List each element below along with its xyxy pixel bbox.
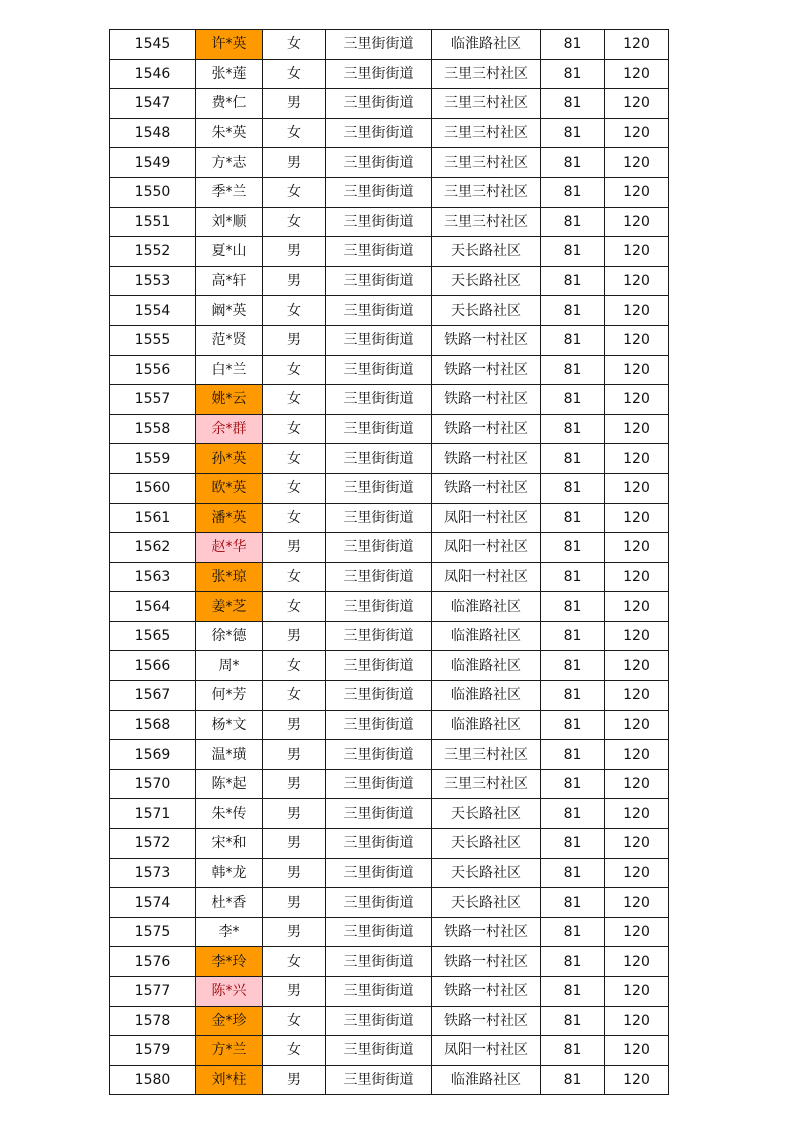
street-cell: 三里街街道 bbox=[326, 385, 432, 415]
table-row bbox=[110, 444, 669, 474]
age-cell: 81 bbox=[541, 858, 605, 888]
row-id-cell: 1559 bbox=[110, 444, 196, 474]
row-id-cell: 1547 bbox=[110, 89, 196, 119]
amount-cell: 120 bbox=[605, 118, 669, 148]
row-id-cell: 1556 bbox=[110, 355, 196, 385]
street-cell: 三里街街道 bbox=[326, 1006, 432, 1036]
amount-cell: 120 bbox=[605, 30, 669, 60]
amount-cell: 120 bbox=[605, 769, 669, 799]
gender-cell: 男 bbox=[263, 266, 326, 296]
community-cell: 天长路社区 bbox=[432, 829, 541, 859]
gender-cell: 女 bbox=[263, 1006, 326, 1036]
street-cell: 三里街街道 bbox=[326, 977, 432, 1007]
age-cell: 81 bbox=[541, 148, 605, 178]
gender-cell: 女 bbox=[263, 592, 326, 622]
street-cell: 三里街街道 bbox=[326, 592, 432, 622]
age-cell: 81 bbox=[541, 473, 605, 503]
age-cell: 81 bbox=[541, 621, 605, 651]
street-cell: 三里街街道 bbox=[326, 1065, 432, 1095]
street-cell: 三里街街道 bbox=[326, 799, 432, 829]
street-cell: 三里街街道 bbox=[326, 562, 432, 592]
row-id-cell: 1580 bbox=[110, 1065, 196, 1095]
community-cell: 三里三村社区 bbox=[432, 740, 541, 770]
gender-cell: 男 bbox=[263, 829, 326, 859]
gender-cell: 男 bbox=[263, 1065, 326, 1095]
community-cell: 天长路社区 bbox=[432, 237, 541, 267]
table-row bbox=[110, 621, 669, 651]
street-cell: 三里街街道 bbox=[326, 30, 432, 60]
name-cell: 姜*芝 bbox=[196, 592, 263, 622]
street-cell: 三里街街道 bbox=[326, 533, 432, 563]
amount-cell: 120 bbox=[605, 681, 669, 711]
roster-sheet bbox=[109, 29, 669, 1095]
amount-cell: 120 bbox=[605, 414, 669, 444]
table-row bbox=[110, 947, 669, 977]
gender-cell: 男 bbox=[263, 799, 326, 829]
name-cell: 欧*英 bbox=[196, 473, 263, 503]
roster-body bbox=[110, 30, 669, 1095]
table-row bbox=[110, 89, 669, 119]
community-cell: 临淮路社区 bbox=[432, 681, 541, 711]
table-row bbox=[110, 177, 669, 207]
gender-cell: 女 bbox=[263, 947, 326, 977]
age-cell: 81 bbox=[541, 681, 605, 711]
gender-cell: 女 bbox=[263, 59, 326, 89]
name-cell: 张*莲 bbox=[196, 59, 263, 89]
street-cell: 三里街街道 bbox=[326, 118, 432, 148]
name-cell: 徐*德 bbox=[196, 621, 263, 651]
table-row bbox=[110, 266, 669, 296]
community-cell: 铁路一村社区 bbox=[432, 977, 541, 1007]
roster-table bbox=[109, 29, 669, 1095]
street-cell: 三里街街道 bbox=[326, 681, 432, 711]
amount-cell: 120 bbox=[605, 473, 669, 503]
table-row bbox=[110, 385, 669, 415]
street-cell: 三里街街道 bbox=[326, 177, 432, 207]
row-id-cell: 1577 bbox=[110, 977, 196, 1007]
gender-cell: 男 bbox=[263, 888, 326, 918]
community-cell: 铁路一村社区 bbox=[432, 325, 541, 355]
gender-cell: 女 bbox=[263, 562, 326, 592]
name-cell: 宋*和 bbox=[196, 829, 263, 859]
table-row bbox=[110, 562, 669, 592]
age-cell: 81 bbox=[541, 651, 605, 681]
community-cell: 天长路社区 bbox=[432, 858, 541, 888]
row-id-cell: 1545 bbox=[110, 30, 196, 60]
amount-cell: 120 bbox=[605, 1065, 669, 1095]
street-cell: 三里街街道 bbox=[326, 947, 432, 977]
gender-cell: 男 bbox=[263, 769, 326, 799]
name-cell: 李*玲 bbox=[196, 947, 263, 977]
community-cell: 凤阳一村社区 bbox=[432, 1036, 541, 1066]
community-cell: 凤阳一村社区 bbox=[432, 503, 541, 533]
table-row bbox=[110, 799, 669, 829]
table-row bbox=[110, 473, 669, 503]
community-cell: 三里三村社区 bbox=[432, 177, 541, 207]
amount-cell: 120 bbox=[605, 296, 669, 326]
community-cell: 临淮路社区 bbox=[432, 710, 541, 740]
age-cell: 81 bbox=[541, 977, 605, 1007]
row-id-cell: 1575 bbox=[110, 917, 196, 947]
table-row bbox=[110, 977, 669, 1007]
row-id-cell: 1561 bbox=[110, 503, 196, 533]
age-cell: 81 bbox=[541, 799, 605, 829]
row-id-cell: 1553 bbox=[110, 266, 196, 296]
row-id-cell: 1554 bbox=[110, 296, 196, 326]
age-cell: 81 bbox=[541, 355, 605, 385]
street-cell: 三里街街道 bbox=[326, 89, 432, 119]
community-cell: 铁路一村社区 bbox=[432, 917, 541, 947]
row-id-cell: 1565 bbox=[110, 621, 196, 651]
age-cell: 81 bbox=[541, 888, 605, 918]
street-cell: 三里街街道 bbox=[326, 266, 432, 296]
age-cell: 81 bbox=[541, 947, 605, 977]
street-cell: 三里街街道 bbox=[326, 1036, 432, 1066]
community-cell: 铁路一村社区 bbox=[432, 473, 541, 503]
age-cell: 81 bbox=[541, 1006, 605, 1036]
table-row bbox=[110, 533, 669, 563]
street-cell: 三里街街道 bbox=[326, 325, 432, 355]
name-cell: 杜*香 bbox=[196, 888, 263, 918]
gender-cell: 男 bbox=[263, 621, 326, 651]
amount-cell: 120 bbox=[605, 562, 669, 592]
age-cell: 81 bbox=[541, 118, 605, 148]
amount-cell: 120 bbox=[605, 710, 669, 740]
name-cell: 潘*英 bbox=[196, 503, 263, 533]
row-id-cell: 1558 bbox=[110, 414, 196, 444]
row-id-cell: 1569 bbox=[110, 740, 196, 770]
community-cell: 铁路一村社区 bbox=[432, 385, 541, 415]
row-id-cell: 1573 bbox=[110, 858, 196, 888]
table-row bbox=[110, 355, 669, 385]
age-cell: 81 bbox=[541, 325, 605, 355]
amount-cell: 120 bbox=[605, 977, 669, 1007]
street-cell: 三里街街道 bbox=[326, 414, 432, 444]
name-cell: 刘*柱 bbox=[196, 1065, 263, 1095]
amount-cell: 120 bbox=[605, 740, 669, 770]
name-cell: 周* bbox=[196, 651, 263, 681]
table-row bbox=[110, 118, 669, 148]
row-id-cell: 1570 bbox=[110, 769, 196, 799]
gender-cell: 女 bbox=[263, 473, 326, 503]
table-row bbox=[110, 681, 669, 711]
row-id-cell: 1551 bbox=[110, 207, 196, 237]
name-cell: 李* bbox=[196, 917, 263, 947]
community-cell: 天长路社区 bbox=[432, 799, 541, 829]
row-id-cell: 1578 bbox=[110, 1006, 196, 1036]
name-cell: 温*璜 bbox=[196, 740, 263, 770]
gender-cell: 女 bbox=[263, 681, 326, 711]
age-cell: 81 bbox=[541, 829, 605, 859]
amount-cell: 120 bbox=[605, 385, 669, 415]
age-cell: 81 bbox=[541, 237, 605, 267]
community-cell: 天长路社区 bbox=[432, 266, 541, 296]
age-cell: 81 bbox=[541, 414, 605, 444]
table-row bbox=[110, 296, 669, 326]
name-cell: 韩*龙 bbox=[196, 858, 263, 888]
street-cell: 三里街街道 bbox=[326, 473, 432, 503]
street-cell: 三里街街道 bbox=[326, 769, 432, 799]
row-id-cell: 1548 bbox=[110, 118, 196, 148]
amount-cell: 120 bbox=[605, 858, 669, 888]
age-cell: 81 bbox=[541, 89, 605, 119]
table-row bbox=[110, 888, 669, 918]
age-cell: 81 bbox=[541, 444, 605, 474]
street-cell: 三里街街道 bbox=[326, 355, 432, 385]
table-row bbox=[110, 414, 669, 444]
table-row bbox=[110, 325, 669, 355]
community-cell: 铁路一村社区 bbox=[432, 1006, 541, 1036]
row-id-cell: 1566 bbox=[110, 651, 196, 681]
street-cell: 三里街街道 bbox=[326, 621, 432, 651]
table-row bbox=[110, 1036, 669, 1066]
amount-cell: 120 bbox=[605, 1006, 669, 1036]
gender-cell: 女 bbox=[263, 118, 326, 148]
name-cell: 朱*传 bbox=[196, 799, 263, 829]
name-cell: 许*英 bbox=[196, 30, 263, 60]
name-cell: 姚*云 bbox=[196, 385, 263, 415]
name-cell: 余*群 bbox=[196, 414, 263, 444]
gender-cell: 男 bbox=[263, 710, 326, 740]
community-cell: 三里三村社区 bbox=[432, 769, 541, 799]
table-row bbox=[110, 829, 669, 859]
age-cell: 81 bbox=[541, 562, 605, 592]
age-cell: 81 bbox=[541, 503, 605, 533]
row-id-cell: 1568 bbox=[110, 710, 196, 740]
community-cell: 三里三村社区 bbox=[432, 118, 541, 148]
community-cell: 铁路一村社区 bbox=[432, 947, 541, 977]
table-row bbox=[110, 710, 669, 740]
street-cell: 三里街街道 bbox=[326, 651, 432, 681]
gender-cell: 男 bbox=[263, 977, 326, 1007]
community-cell: 铁路一村社区 bbox=[432, 444, 541, 474]
community-cell: 临淮路社区 bbox=[432, 30, 541, 60]
table-row bbox=[110, 59, 669, 89]
gender-cell: 男 bbox=[263, 740, 326, 770]
table-row bbox=[110, 207, 669, 237]
gender-cell: 女 bbox=[263, 207, 326, 237]
row-id-cell: 1563 bbox=[110, 562, 196, 592]
row-id-cell: 1576 bbox=[110, 947, 196, 977]
gender-cell: 男 bbox=[263, 148, 326, 178]
age-cell: 81 bbox=[541, 177, 605, 207]
amount-cell: 120 bbox=[605, 621, 669, 651]
age-cell: 81 bbox=[541, 296, 605, 326]
gender-cell: 男 bbox=[263, 917, 326, 947]
community-cell: 三里三村社区 bbox=[432, 207, 541, 237]
age-cell: 81 bbox=[541, 740, 605, 770]
street-cell: 三里街街道 bbox=[326, 888, 432, 918]
gender-cell: 女 bbox=[263, 1036, 326, 1066]
gender-cell: 女 bbox=[263, 503, 326, 533]
table-row bbox=[110, 651, 669, 681]
name-cell: 陈*兴 bbox=[196, 977, 263, 1007]
amount-cell: 120 bbox=[605, 148, 669, 178]
row-id-cell: 1571 bbox=[110, 799, 196, 829]
gender-cell: 女 bbox=[263, 355, 326, 385]
row-id-cell: 1579 bbox=[110, 1036, 196, 1066]
amount-cell: 120 bbox=[605, 917, 669, 947]
community-cell: 三里三村社区 bbox=[432, 148, 541, 178]
age-cell: 81 bbox=[541, 266, 605, 296]
age-cell: 81 bbox=[541, 30, 605, 60]
name-cell: 季*兰 bbox=[196, 177, 263, 207]
amount-cell: 120 bbox=[605, 533, 669, 563]
street-cell: 三里街街道 bbox=[326, 59, 432, 89]
community-cell: 临淮路社区 bbox=[432, 592, 541, 622]
table-row bbox=[110, 1006, 669, 1036]
amount-cell: 120 bbox=[605, 888, 669, 918]
name-cell: 何*芳 bbox=[196, 681, 263, 711]
community-cell: 天长路社区 bbox=[432, 888, 541, 918]
name-cell: 范*贤 bbox=[196, 325, 263, 355]
street-cell: 三里街街道 bbox=[326, 829, 432, 859]
row-id-cell: 1546 bbox=[110, 59, 196, 89]
name-cell: 杨*文 bbox=[196, 710, 263, 740]
gender-cell: 男 bbox=[263, 858, 326, 888]
age-cell: 81 bbox=[541, 917, 605, 947]
amount-cell: 120 bbox=[605, 59, 669, 89]
street-cell: 三里街街道 bbox=[326, 917, 432, 947]
age-cell: 81 bbox=[541, 59, 605, 89]
age-cell: 81 bbox=[541, 710, 605, 740]
age-cell: 81 bbox=[541, 1036, 605, 1066]
row-id-cell: 1549 bbox=[110, 148, 196, 178]
name-cell: 方*志 bbox=[196, 148, 263, 178]
age-cell: 81 bbox=[541, 769, 605, 799]
age-cell: 81 bbox=[541, 592, 605, 622]
gender-cell: 女 bbox=[263, 651, 326, 681]
name-cell: 夏*山 bbox=[196, 237, 263, 267]
amount-cell: 120 bbox=[605, 266, 669, 296]
gender-cell: 女 bbox=[263, 296, 326, 326]
amount-cell: 120 bbox=[605, 355, 669, 385]
table-row bbox=[110, 740, 669, 770]
street-cell: 三里街街道 bbox=[326, 296, 432, 326]
table-row bbox=[110, 592, 669, 622]
table-row bbox=[110, 30, 669, 60]
community-cell: 天长路社区 bbox=[432, 296, 541, 326]
row-id-cell: 1552 bbox=[110, 237, 196, 267]
amount-cell: 120 bbox=[605, 829, 669, 859]
name-cell: 陈*起 bbox=[196, 769, 263, 799]
name-cell: 阚*英 bbox=[196, 296, 263, 326]
community-cell: 凤阳一村社区 bbox=[432, 562, 541, 592]
name-cell: 赵*华 bbox=[196, 533, 263, 563]
community-cell: 临淮路社区 bbox=[432, 651, 541, 681]
gender-cell: 女 bbox=[263, 385, 326, 415]
amount-cell: 120 bbox=[605, 177, 669, 207]
table-row bbox=[110, 769, 669, 799]
name-cell: 方*兰 bbox=[196, 1036, 263, 1066]
amount-cell: 120 bbox=[605, 592, 669, 622]
row-id-cell: 1562 bbox=[110, 533, 196, 563]
name-cell: 金*珍 bbox=[196, 1006, 263, 1036]
name-cell: 张*琼 bbox=[196, 562, 263, 592]
amount-cell: 120 bbox=[605, 799, 669, 829]
amount-cell: 120 bbox=[605, 503, 669, 533]
street-cell: 三里街街道 bbox=[326, 237, 432, 267]
gender-cell: 女 bbox=[263, 177, 326, 207]
name-cell: 朱*英 bbox=[196, 118, 263, 148]
street-cell: 三里街街道 bbox=[326, 444, 432, 474]
row-id-cell: 1564 bbox=[110, 592, 196, 622]
table-row bbox=[110, 858, 669, 888]
community-cell: 凤阳一村社区 bbox=[432, 533, 541, 563]
amount-cell: 120 bbox=[605, 1036, 669, 1066]
name-cell: 白*兰 bbox=[196, 355, 263, 385]
age-cell: 81 bbox=[541, 1065, 605, 1095]
street-cell: 三里街街道 bbox=[326, 710, 432, 740]
community-cell: 三里三村社区 bbox=[432, 89, 541, 119]
age-cell: 81 bbox=[541, 207, 605, 237]
table-row bbox=[110, 503, 669, 533]
name-cell: 费*仁 bbox=[196, 89, 263, 119]
amount-cell: 120 bbox=[605, 237, 669, 267]
row-id-cell: 1555 bbox=[110, 325, 196, 355]
row-id-cell: 1572 bbox=[110, 829, 196, 859]
community-cell: 临淮路社区 bbox=[432, 621, 541, 651]
gender-cell: 男 bbox=[263, 325, 326, 355]
name-cell: 孙*英 bbox=[196, 444, 263, 474]
street-cell: 三里街街道 bbox=[326, 148, 432, 178]
gender-cell: 男 bbox=[263, 237, 326, 267]
row-id-cell: 1557 bbox=[110, 385, 196, 415]
row-id-cell: 1574 bbox=[110, 888, 196, 918]
gender-cell: 男 bbox=[263, 533, 326, 563]
table-row bbox=[110, 1065, 669, 1095]
gender-cell: 女 bbox=[263, 30, 326, 60]
table-row bbox=[110, 148, 669, 178]
community-cell: 临淮路社区 bbox=[432, 1065, 541, 1095]
street-cell: 三里街街道 bbox=[326, 207, 432, 237]
row-id-cell: 1560 bbox=[110, 473, 196, 503]
table-row bbox=[110, 237, 669, 267]
amount-cell: 120 bbox=[605, 444, 669, 474]
street-cell: 三里街街道 bbox=[326, 740, 432, 770]
age-cell: 81 bbox=[541, 533, 605, 563]
amount-cell: 120 bbox=[605, 947, 669, 977]
gender-cell: 女 bbox=[263, 414, 326, 444]
community-cell: 铁路一村社区 bbox=[432, 355, 541, 385]
amount-cell: 120 bbox=[605, 89, 669, 119]
amount-cell: 120 bbox=[605, 651, 669, 681]
name-cell: 刘*顺 bbox=[196, 207, 263, 237]
name-cell: 高*轩 bbox=[196, 266, 263, 296]
gender-cell: 男 bbox=[263, 89, 326, 119]
community-cell: 铁路一村社区 bbox=[432, 414, 541, 444]
amount-cell: 120 bbox=[605, 207, 669, 237]
age-cell: 81 bbox=[541, 385, 605, 415]
table-row bbox=[110, 917, 669, 947]
amount-cell: 120 bbox=[605, 325, 669, 355]
row-id-cell: 1550 bbox=[110, 177, 196, 207]
gender-cell: 女 bbox=[263, 444, 326, 474]
row-id-cell: 1567 bbox=[110, 681, 196, 711]
street-cell: 三里街街道 bbox=[326, 503, 432, 533]
street-cell: 三里街街道 bbox=[326, 858, 432, 888]
community-cell: 三里三村社区 bbox=[432, 59, 541, 89]
